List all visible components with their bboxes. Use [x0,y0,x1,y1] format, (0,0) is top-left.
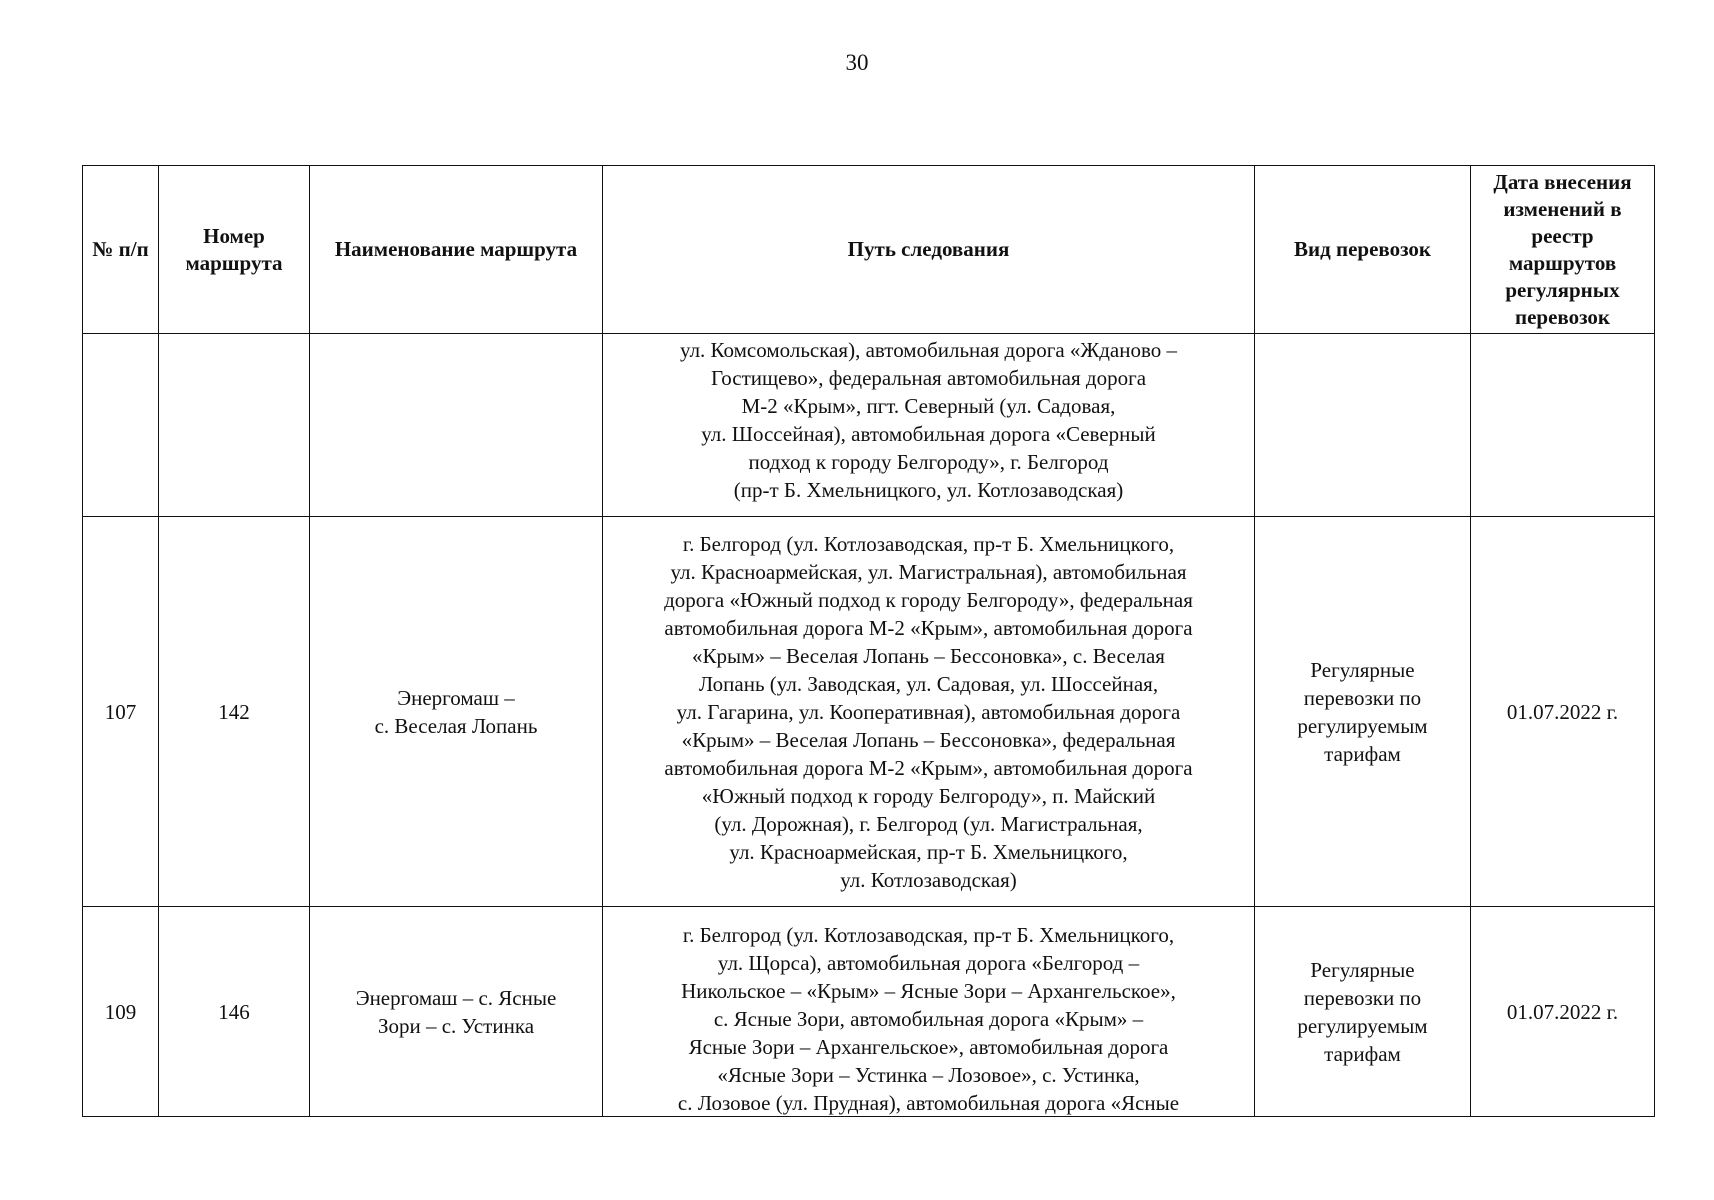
table-row [83,907,1655,1117]
path-line: автомобильная дорога М-2 «Крым», автомобильная дорога [664,615,1193,640]
route-name-cell [310,517,603,907]
path-line: М-2 «Крым», пгт. Северный (ул. Садовая, [741,394,1116,418]
route-name-line: Зори – с. Устинка [377,1013,535,1038]
path-line: Гостищево», федеральная автомобильная дорога [710,366,1147,390]
path-line: Лопань (ул. Заводская, ул. Садовая, ул. Шоссейная, [698,671,1159,696]
path-line: ул. Комсомольская), автомобильная дорога «Жданово – [680,338,1177,362]
transport-type-line: Регулярные [1310,957,1415,982]
path-line: Никольское – «Крым» – Ясные Зори – Архангельское», [681,979,1176,1003]
column-header-route-path: Путь следования [603,166,1255,334]
column-header-route-name: Наименование маршрута [310,166,603,334]
path-line: ул. Гагарина, ул. Кооперативная), автомобильная дорога [676,699,1181,724]
column-header-change-date: Дата внесения изменений в реестр маршрутов регулярных перевозок [1471,166,1655,334]
transport-type-cell [1255,517,1471,907]
column-header-transport-type: Вид перевозок [1255,166,1471,334]
transport-type-line: перевозки по [1303,685,1422,710]
row-index: 107 [83,517,159,907]
route-path-clip [609,921,1248,1115]
column-header-index: № п/п [83,166,159,334]
cell-empty [159,334,310,517]
change-date: 01.07.2022 г. [1471,517,1655,907]
cell-empty [1471,334,1655,517]
path-line: «Крым» – Веселая Лопань – Бессоновка», с. Веселая [692,643,1165,668]
path-line: (ул. Дорожная), г. Белгород (ул. Магистральная, [714,811,1143,836]
route-name-line: Энергомаш – [397,685,515,710]
cell-empty [310,334,603,517]
path-line: подход к городу Белгороду», г. Белгород [748,450,1109,474]
transport-type-cell [1255,907,1471,1117]
route-number: 146 [159,907,310,1117]
cell-empty [83,334,159,517]
route-path-cell [603,517,1255,907]
transport-type-line: регулируемым [1297,1013,1428,1038]
transport-type-line: Регулярные [1310,657,1415,682]
path-line: дорога «Южный подход к городу Белгороду», федеральная [664,587,1193,612]
routes-table [82,165,1655,1117]
transport-type-line: тарифам [1324,1041,1401,1066]
path-line: ул. Красноармейская, пр-т Б. Хмельницкого, [729,839,1128,864]
table-row [83,517,1655,907]
transport-type-line: регулируемым [1297,713,1428,738]
path-line: ул. Шоссейная), автомобильная дорога «Северный [701,422,1156,446]
path-line: «Южный подход к городу Белгороду», п. Майский [701,783,1156,808]
path-line: с. Ясные Зори, автомобильная дорога «Крым» – [713,1007,1144,1031]
route-path-cell [603,907,1255,1117]
path-line: ул. Котлозаводская) [840,867,1017,892]
cell-empty [1255,334,1471,517]
path-line: Ясные Зори – Архангельское», автомобильная дорога [688,1035,1169,1059]
change-date: 01.07.2022 г. [1471,907,1655,1117]
path-line: г. Белгород (ул. Котлозаводская, пр-т Б. Хмельницкого, [682,923,1175,947]
route-name-line: с. Веселая Лопань [374,713,538,738]
route-name-cell [310,907,603,1117]
table-row-continuation [83,334,1655,517]
path-line: «Ясные Зори – Устинка – Лозовое», с. Устинка, [717,1063,1140,1087]
transport-type-line: тарифам [1324,741,1401,766]
path-line: с. Лозовое (ул. Прудная), автомобильная дорога «Ясные [677,1091,1180,1115]
path-line: ул. Красноармейская, ул. Магистральная), автомобильная [670,559,1187,584]
path-line: автомобильная дорога М-2 «Крым», автомобильная дорога [664,755,1193,780]
path-line: г. Белгород (ул. Котлозаводская, пр-т Б. Хмельницкого, [682,531,1175,556]
path-line: «Крым» – Веселая Лопань – Бессоновка», федеральная [681,727,1176,752]
path-line: ул. Щорса), автомобильная дорога «Белгород – [717,951,1140,975]
transport-type-line: перевозки по [1303,985,1422,1010]
route-path-cell [603,334,1255,517]
table-header-row [83,166,1655,334]
page-number: 30 [845,50,869,75]
column-header-route-number: Номер маршрута [159,166,310,334]
route-number: 142 [159,517,310,907]
row-index: 109 [83,907,159,1117]
path-line: (пр-т Б. Хмельницкого, ул. Котлозаводская) [733,478,1124,502]
route-name-line: Энергомаш – с. Ясные [355,985,557,1010]
